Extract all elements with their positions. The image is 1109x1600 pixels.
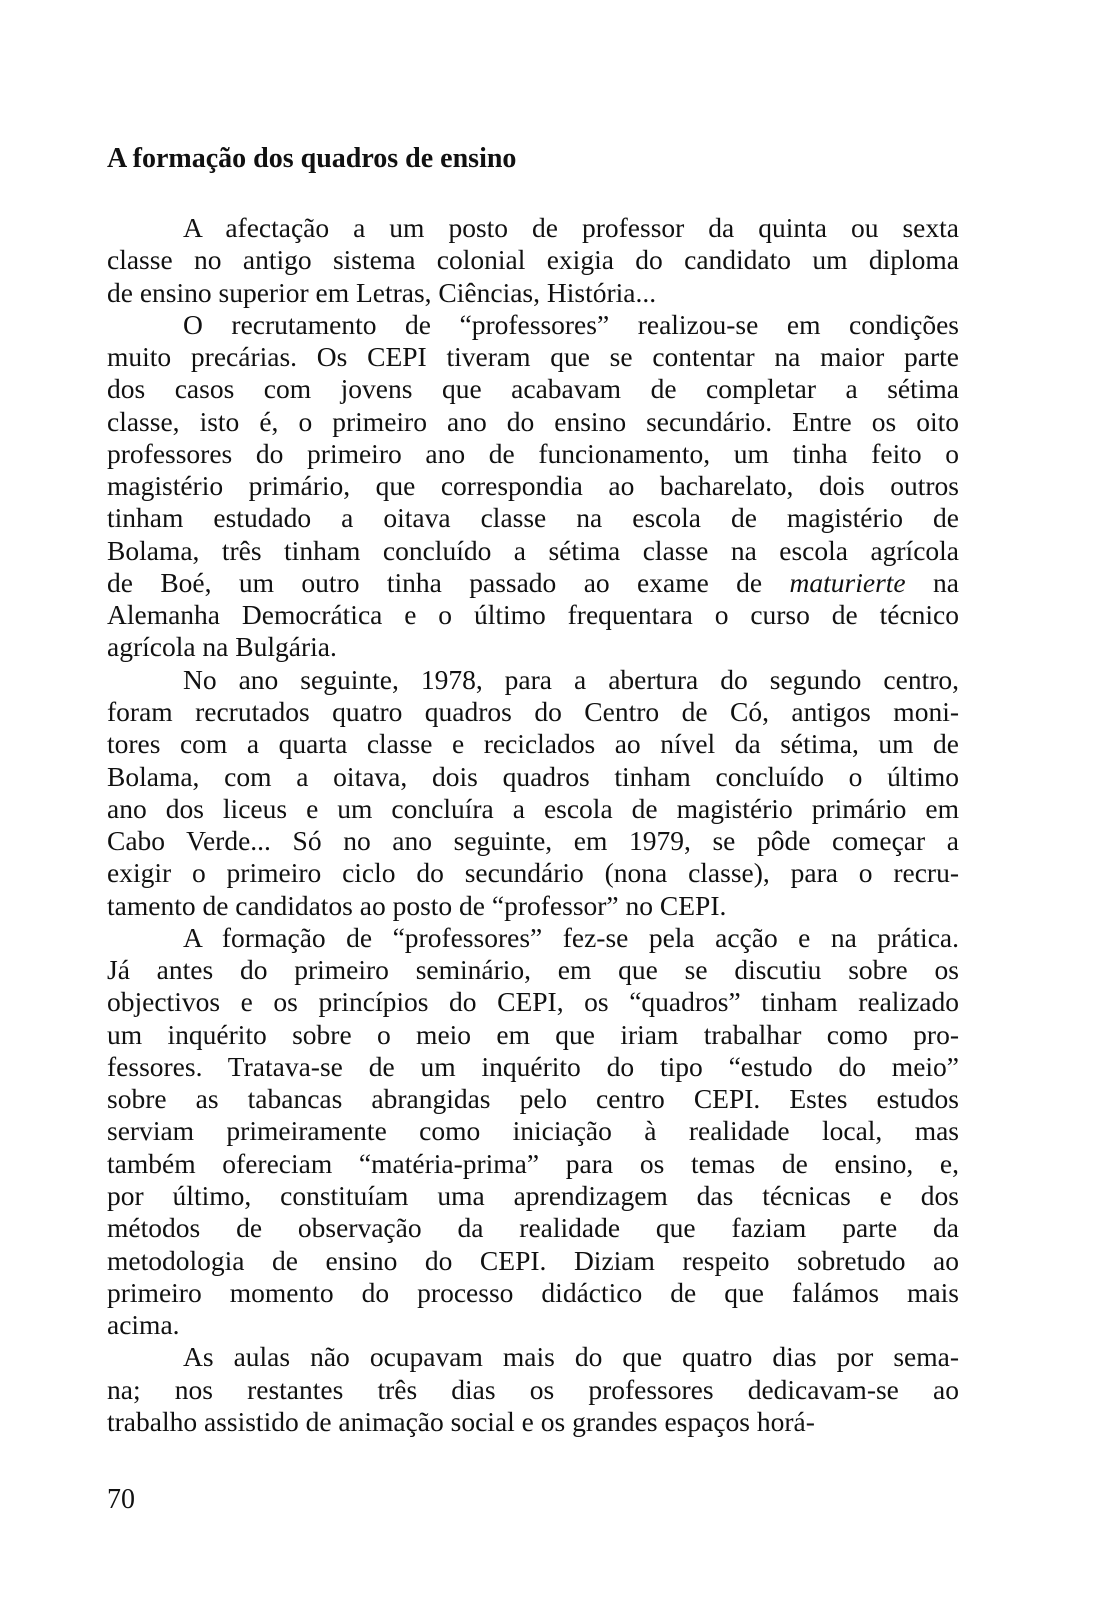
text-line: fessores. Tratava-se de um inquérito do tipo “estudo do meio”	[107, 1050, 959, 1082]
body-text	[107, 212, 959, 1438]
text-line: exigir o primeiro ciclo do secundário (nona classe), para o recru-	[107, 857, 959, 889]
text-line: sobre as tabancas abrangidas pelo centro CEPI. Estes estudos	[107, 1083, 959, 1115]
text-line: dos casos com jovens que acabavam de completar a sétima	[107, 373, 959, 405]
text-line: metodologia de ensino do CEPI. Diziam respeito sobretudo ao	[107, 1244, 959, 1276]
text-line: Bolama, com a oitava, dois quadros tinham concluído o último	[107, 760, 959, 792]
text-line: muito precárias. Os CEPI tiveram que se contentar na maior parte	[107, 341, 959, 373]
text-line: tinham estudado a oitava classe na escola de magistério de	[107, 502, 959, 534]
paragraph	[107, 309, 959, 664]
text-line: Alemanha Democrática e o último frequentara o curso de técnico	[107, 599, 959, 631]
text-line: acima.	[107, 1309, 180, 1341]
text-line: classe no antigo sistema colonial exigia do candidato um diploma	[107, 244, 959, 276]
paragraph	[107, 1341, 959, 1438]
text-line: de ensino superior em Letras, Ciências, História...	[107, 276, 657, 308]
paragraph	[107, 922, 959, 1341]
text-line: tores com a quarta classe e reciclados ao nível da sétima, um de	[107, 728, 959, 760]
text-line: trabalho assistido de animação social e os grandes espaços horá-	[107, 1405, 815, 1437]
page-number: 70	[107, 1484, 135, 1515]
text-line: classe, isto é, o primeiro ano do ensino secundário. Entre os oito	[107, 405, 959, 437]
text-line: foram recrutados quatro quadros do Centro de Có, antigos moni-	[107, 695, 959, 727]
text-line: agrícola na Bulgária.	[107, 631, 337, 663]
text-line: Bolama, três tinham concluído a sétima classe na escola agrícola	[107, 534, 959, 566]
text-line: professores do primeiro ano de funcionamento, um tinha feito o	[107, 437, 959, 469]
section-title: A formação dos quadros de ensino	[107, 143, 517, 174]
text-line: por último, constituíam uma aprendizagem das técnicas e dos	[107, 1179, 959, 1211]
text-line: As aulas não ocupavam mais do que quatro dias por sema-	[183, 1341, 959, 1373]
text-line: de Boé, um outro tinha passado ao exame de maturierte na	[107, 566, 959, 598]
text-line: magistério primário, que correspondia ao bacharelato, dois outros	[107, 470, 959, 502]
text-line: A formação de “professores” fez-se pela acção e na prática.	[183, 921, 959, 953]
text-line: um inquérito sobre o meio em que iriam trabalhar como pro-	[107, 1018, 959, 1050]
paragraph	[107, 664, 959, 922]
text-line: Cabo Verde... Só no ano seguinte, em 1979, se pôde começar a	[107, 825, 959, 857]
text-line: serviam primeiramente como iniciação à realidade local, mas	[107, 1115, 959, 1147]
text-line: A afectação a um posto de professor da quinta ou sexta	[183, 212, 959, 243]
text-line: objectivos e os princípios do CEPI, os “quadros” tinham realizado	[107, 986, 959, 1018]
paragraph	[107, 212, 959, 309]
text-line: primeiro momento do processo didáctico de que falámos mais	[107, 1276, 959, 1308]
text-line: tamento de candidatos ao posto de “professor” no CEPI.	[107, 889, 727, 921]
text-line: O recrutamento de “professores” realizou-se em condições	[183, 308, 959, 340]
text-line: Já antes do primeiro seminário, em que se discutiu sobre os	[107, 954, 959, 986]
text-line: No ano seguinte, 1978, para a abertura do segundo centro,	[183, 663, 959, 695]
text-line: também ofereciam “matéria-prima” para os temas de ensino, e,	[107, 1147, 959, 1179]
text-line: na; nos restantes três dias os professores dedicavam-se ao	[107, 1373, 959, 1405]
text-line: métodos de observação da realidade que faziam parte da	[107, 1212, 959, 1244]
text-line: ano dos liceus e um concluíra a escola de magistério primário em	[107, 792, 959, 824]
